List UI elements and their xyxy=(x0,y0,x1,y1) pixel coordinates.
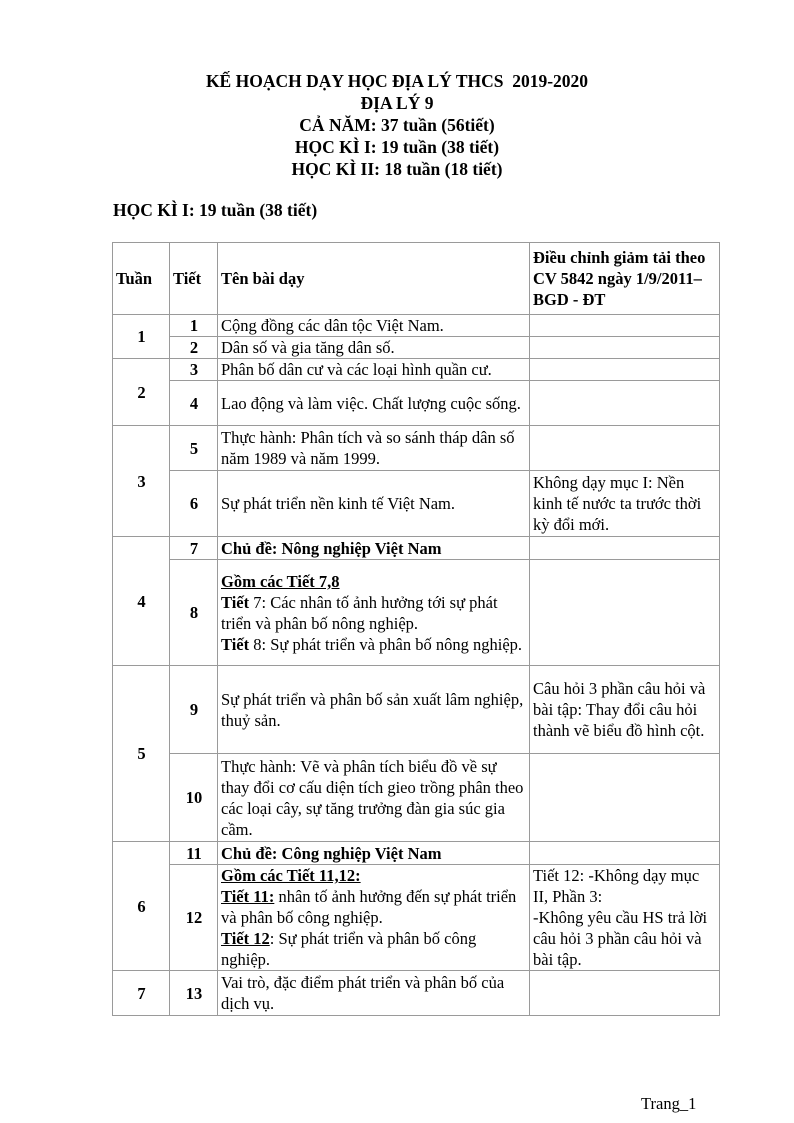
table-row xyxy=(113,315,720,337)
period-description: 7: Các nhân tố ảnh hưởng tới sự phát triển và phân bố nông nghiệp. xyxy=(221,592,498,633)
lesson-cell: Cộng đồng các dân tộc Việt Nam. xyxy=(218,315,530,337)
topic-cell: Chủ đề: Nông nghiệp Việt Nam xyxy=(218,537,530,560)
adjust-cell: Tiết 12: -Không dạy mục II, Phần 3: -Không yêu cầu HS trả lời câu hỏi 3 phần câu hỏi và bài tập. xyxy=(530,865,720,971)
adjust-cell xyxy=(530,971,720,1016)
period-cell: 8 xyxy=(170,560,218,666)
period-cell: 2 xyxy=(170,337,218,359)
table-row xyxy=(113,471,720,537)
adjust-cell xyxy=(530,842,720,865)
lesson-cell: Thực hành: Phân tích và so sánh tháp dân số năm 1989 và năm 1999. xyxy=(218,426,530,471)
period-cell: 6 xyxy=(170,471,218,537)
adjust-cell xyxy=(530,426,720,471)
lesson-plan-table xyxy=(112,242,720,1016)
topic-cell: Chủ đề: Công nghiệp Việt Nam xyxy=(218,842,530,865)
term1-summary: HỌC KÌ I: 19 tuần (38 tiết) xyxy=(294,137,500,157)
table-row xyxy=(113,865,720,971)
table-row xyxy=(113,537,720,560)
topic-group-label: Gồm các Tiết 7,8 xyxy=(221,571,340,591)
adjust-cell: Không dạy mục I: Nền kinh tế nước ta trước thời kỳ đổi mới. xyxy=(530,471,720,537)
table-row xyxy=(113,426,720,471)
adjust-cell: Câu hỏi 3 phần câu hỏi và bài tập: Thay đổi câu hỏi thành vẽ biểu đồ hình cột. xyxy=(530,666,720,754)
lesson-cell: Phân bố dân cư và các loại hình quần cư. xyxy=(218,359,530,381)
period-cell: 7 xyxy=(170,537,218,560)
header-lesson: Tên bài dạy xyxy=(218,243,530,315)
table-row xyxy=(113,971,720,1016)
period-description: : Sự phát triển và phân bố công nghiệp. xyxy=(221,929,477,969)
period-label: Tiết 11: xyxy=(221,887,275,906)
adjust-cell xyxy=(530,315,720,337)
period-cell: 4 xyxy=(170,381,218,426)
topic-group-label: Gồm các Tiết 11,12: xyxy=(221,866,361,885)
year-total: CẢ NĂM: 37 tuần (56tiết) xyxy=(299,115,495,135)
table-row xyxy=(113,842,720,865)
document-title-block xyxy=(0,70,794,180)
table-row xyxy=(113,381,720,426)
week-cell: 3 xyxy=(113,426,170,537)
week-cell: 1 xyxy=(113,315,170,359)
lesson-cell xyxy=(218,560,530,666)
subject-title: ĐỊA LÝ 9 xyxy=(360,93,434,113)
period-cell: 13 xyxy=(170,971,218,1016)
lesson-cell: Lao động và làm việc. Chất lượng cuộc sống. xyxy=(218,381,530,426)
term2-summary: HỌC KÌ II: 18 tuần (18 tiết) xyxy=(291,159,503,179)
week-cell: 5 xyxy=(113,666,170,842)
period-label: Tiết xyxy=(221,592,250,612)
lesson-cell xyxy=(218,865,530,971)
adjust-cell xyxy=(530,337,720,359)
adjust-cell xyxy=(530,560,720,666)
table-row xyxy=(113,754,720,842)
lesson-cell: Thực hành: Vẽ và phân tích biểu đồ về sự thay đổi cơ cấu diện tích gieo trồng phân theo các loại cây, sự tăng trưởng đàn gia súc gia cầm. xyxy=(218,754,530,842)
adjust-cell xyxy=(530,359,720,381)
header-adjust: Điều chỉnh giảm tải theo CV 5842 ngày 1/9/2011–BGD - ĐT xyxy=(530,243,720,315)
period-cell: 10 xyxy=(170,754,218,842)
period-cell: 9 xyxy=(170,666,218,754)
period-cell: 5 xyxy=(170,426,218,471)
lesson-cell: Vai trò, đặc điểm phát triển và phân bố của dịch vụ. xyxy=(218,971,530,1016)
table-row xyxy=(113,337,720,359)
header-week: Tuần xyxy=(113,243,170,315)
table-row xyxy=(113,666,720,754)
adjust-cell xyxy=(530,754,720,842)
period-cell: 12 xyxy=(170,865,218,971)
lesson-cell: Dân số và gia tăng dân số. xyxy=(218,337,530,359)
header-period: Tiết xyxy=(170,243,218,315)
period-cell: 1 xyxy=(170,315,218,337)
table-row xyxy=(113,560,720,666)
section-heading: HỌC KÌ I: 19 tuần (38 tiết) xyxy=(113,200,318,220)
period-label: Tiết 12 xyxy=(221,929,270,948)
week-cell: 6 xyxy=(113,842,170,971)
week-cell: 4 xyxy=(113,537,170,666)
lesson-cell: Sự phát triển và phân bố sản xuất lâm nghiệp, thuỷ sản. xyxy=(218,666,530,754)
period-cell: 3 xyxy=(170,359,218,381)
period-cell: 11 xyxy=(170,842,218,865)
period-description: 8: Sự phát triển và phân bố nông nghiệp. xyxy=(249,634,523,654)
table-header-row xyxy=(113,243,720,315)
adjust-cell xyxy=(530,537,720,560)
week-cell: 2 xyxy=(113,359,170,426)
page-number: Trang_1 xyxy=(641,1094,697,1113)
table-row xyxy=(113,359,720,381)
adjust-cell xyxy=(530,381,720,426)
lesson-cell: Sự phát triển nền kinh tế Việt Nam. xyxy=(218,471,530,537)
document-title: KẾ HOẠCH DẠY HỌC ĐỊA LÝ THCS 2019-2020 xyxy=(205,71,589,91)
period-label: Tiết xyxy=(221,634,250,654)
week-cell: 7 xyxy=(113,971,170,1016)
period-description: nhân tố ảnh hưởng đến sự phát triển và phân bố công nghiệp. xyxy=(221,887,517,927)
